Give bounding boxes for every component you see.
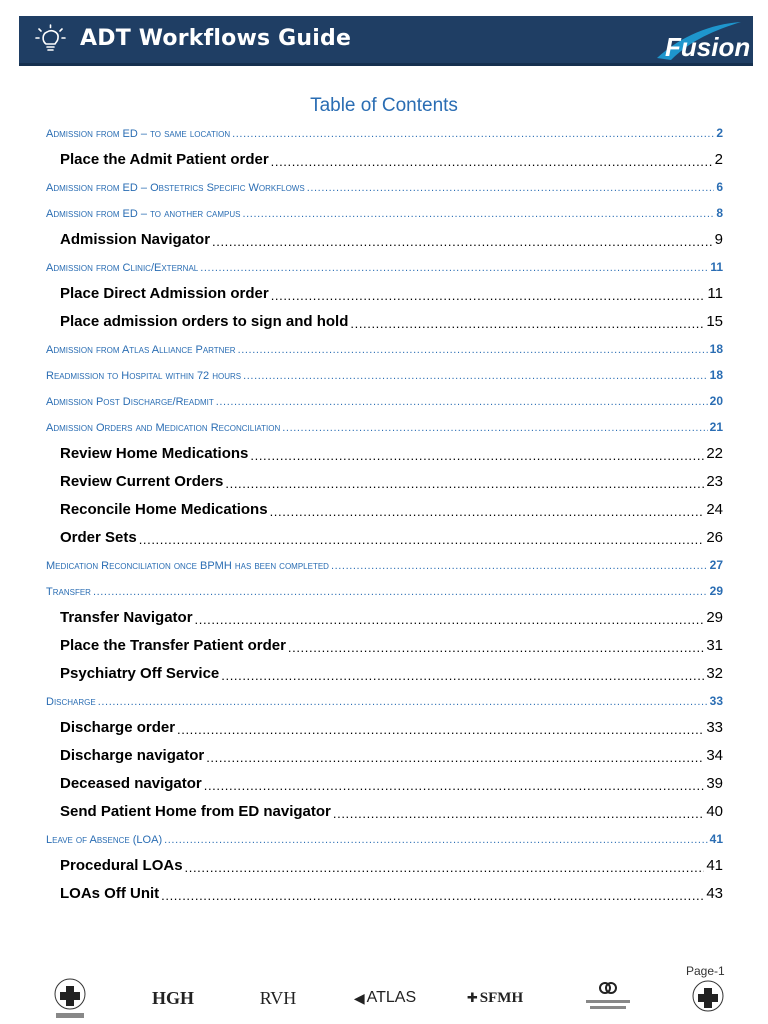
heart-institute-logo [580,976,636,1020]
toc-leader-dots [164,835,708,846]
toc-heading: Table of Contents [310,95,458,116]
toc-entry-label: Readmission to Hospital within 72 hours [46,370,242,382]
toc-entry-page: 8 [716,206,723,220]
toc-entry-page: 33 [709,694,723,708]
toc-entry-page: 39 [706,775,723,792]
toc-leader-dots [139,533,705,546]
toc-entry-label: Admission Navigator [60,231,211,248]
page-number: Page-1 [686,964,725,978]
toc-entry-subsection[interactable] [46,601,723,629]
toc-leader-dots [232,129,714,140]
toc-entry-subsection[interactable] [46,223,723,251]
toc-entry-section[interactable] [46,251,723,277]
toc-entry-page: 22 [706,445,723,462]
toc-entry-label: Discharge order [60,719,176,736]
toc-leader-dots [288,641,704,654]
toc-leader-dots [204,779,705,792]
toc-entry-page: 18 [709,342,723,356]
footer-logos [50,976,730,1020]
toc-entry-section[interactable] [46,685,723,711]
atlas-logo: ◀ ATLAS [353,989,417,1006]
toc-entry-subsection[interactable] [46,521,723,549]
toc-leader-dots [243,209,715,220]
toc-entry-page: 29 [706,609,723,626]
hgh-logo: HGH [151,987,194,1008]
toc-entry-section[interactable] [46,359,723,385]
toc-entry-label: Order Sets [60,529,137,546]
toc-entry-label: Discharge navigator [60,747,205,764]
toc-leader-dots [161,889,704,902]
toc-entry-label: Admission from ED – to same location [46,128,231,140]
toc-entry-label: Place the Admit Patient order [60,151,269,168]
toc-entry-page: 41 [706,857,723,874]
toc-leader-dots [238,345,708,356]
toc-entry-section[interactable] [46,823,723,849]
toc-entry-section[interactable] [46,385,723,411]
toc-entry-label: Send Patient Home from ED navigator [60,803,331,820]
toc-entry-page: 9 [714,231,723,248]
toc-entry-label: Place admission orders to sign and hold [60,313,349,330]
toc-entry-subsection[interactable] [46,277,723,305]
toc-leader-dots [177,723,704,736]
toc-entry-label: Discharge [46,696,96,708]
toc-leader-dots [350,317,704,330]
toc-entry-page: 23 [706,473,723,490]
lightbulb-icon [33,24,69,58]
toc-entry-label: Procedural LOAs [60,857,183,874]
toc-entry-label: Deceased navigator [60,775,202,792]
toc-entry-subsection[interactable] [46,877,723,905]
toc-entry-page: 11 [710,260,723,274]
toc-entry-page: 20 [709,394,723,408]
toc-entry-section[interactable] [46,549,723,575]
toc-entry-page: 21 [709,420,723,434]
page-title: ADT Workflows Guide [80,26,352,51]
ottawa-hospital-seal-logo [52,976,88,1020]
toc-entry-page: 34 [706,747,723,764]
toc-entry-label: Place Direct Admission order [60,285,269,302]
toc-entry-label: Transfer Navigator [60,609,193,626]
toc-entry-label: Admission from Clinic/External [46,262,199,274]
toc-leader-dots [331,561,708,572]
toc-leader-dots [93,587,708,598]
toc-entry-section[interactable] [46,333,723,359]
toc-entry-subsection[interactable] [46,305,723,333]
toc-entry-page: 41 [709,832,723,846]
toc-entry-subsection[interactable] [46,711,723,739]
toc-entry-section[interactable] [46,197,723,223]
toc-entry-label: Admission from Atlas Alliance Partner [46,344,236,356]
toc-entry-page: 33 [706,719,723,736]
toc-leader-dots [225,477,704,490]
toc-entry-page: 32 [706,665,723,682]
toc-leader-dots [195,613,705,626]
toc-entry-page: 40 [706,803,723,820]
toc-entry-subsection[interactable] [46,437,723,465]
toc-leader-dots [282,423,707,434]
toc-entry-label: Admission from ED – Obstetrics Specific Workflows [46,182,305,194]
toc-entry-page: 2 [716,126,723,140]
toc-entry-label: Leave of Absence (LOA) [46,834,163,846]
toc-leader-dots [221,669,704,682]
toc-entry-page: 24 [706,501,723,518]
toc-leader-dots [243,371,708,382]
toc-entry-label: Admission Orders and Medication Reconciliation [46,422,281,434]
toc-leader-dots [270,505,705,518]
toc-entry-label: Transfer [46,586,91,598]
toc-entry-page: 43 [706,885,723,902]
toc-entry-page: 26 [706,529,723,546]
toc-entry-subsection[interactable] [46,493,723,521]
toc-entry-page: 29 [709,584,723,598]
toc-leader-dots [250,449,704,462]
toc-leader-dots [216,397,708,408]
fusion-logo [651,18,751,64]
toc-entry-label: Medication Reconciliation once BPMH has been completed [46,560,329,572]
toc-leader-dots [98,697,708,708]
ottawa-hospital-seal-logo-right [690,976,726,1020]
toc-entry-label: Reconcile Home Medications [60,501,268,518]
table-of-contents [46,117,723,905]
toc-entry-label: Psychiatry Off Service [60,665,220,682]
toc-entry-subsection[interactable] [46,465,723,493]
toc-entry-label: Review Current Orders [60,473,224,490]
toc-leader-dots [271,289,706,302]
toc-entry-subsection[interactable] [46,739,723,767]
toc-leader-dots [212,235,713,248]
toc-entry-subsection[interactable] [46,795,723,823]
toc-entry-subsection[interactable] [46,767,723,795]
header-banner [19,16,753,66]
svg-text:Fusion: Fusion [665,32,751,62]
toc-entry-subsection[interactable] [46,849,723,877]
toc-entry-subsection[interactable] [46,657,723,685]
sfmh-logo: ✚ SFMH [466,989,524,1006]
toc-entry-label: LOAs Off Unit [60,885,160,902]
toc-leader-dots [206,751,704,764]
toc-entry-section[interactable] [46,411,723,437]
toc-entry-section[interactable] [46,575,723,601]
toc-entry-label: Place the Transfer Patient order [60,637,286,654]
rvh-logo: RVH [259,987,297,1008]
toc-entry-page: 31 [706,637,723,654]
toc-entry-subsection[interactable] [46,143,723,171]
toc-entry-page: 2 [714,151,723,168]
toc-leader-dots [200,263,708,274]
toc-entry-subsection[interactable] [46,629,723,657]
toc-entry-page: 27 [709,558,723,572]
toc-entry-page: 18 [709,368,723,382]
toc-entry-label: Admission Post Discharge/Readmit [46,396,214,408]
toc-entry-section[interactable] [46,171,723,197]
toc-leader-dots [307,183,715,194]
toc-entry-page: 11 [707,285,723,302]
toc-entry-page: 15 [706,313,723,330]
toc-entry-page: 6 [716,180,723,194]
toc-entry-section[interactable] [46,117,723,143]
toc-leader-dots [185,861,705,874]
toc-entry-label: Review Home Medications [60,445,249,462]
toc-entry-label: Admission from ED – to another campus [46,208,241,220]
toc-leader-dots [271,155,713,168]
toc-leader-dots [333,807,704,820]
